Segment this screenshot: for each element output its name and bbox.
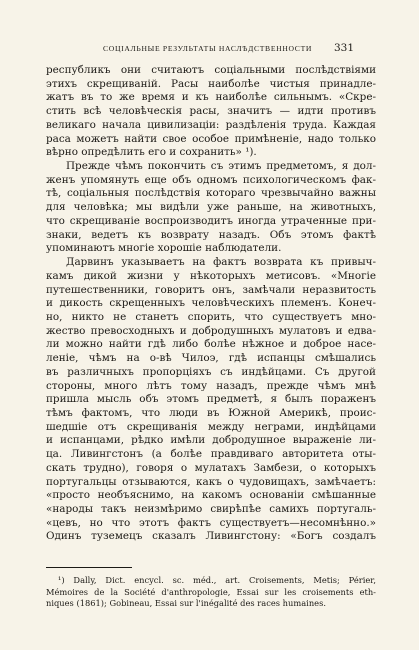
text-line: шедшіе отъ скрещиванія между неграми, индѣйцами [46,420,376,433]
text-line: что скрещиваніе воспроизводитъ иногда утраченные при- [46,214,376,227]
footnote-line: Mémoires de la Société d'anthropologie, Essai sur les croisements eth- [46,586,376,597]
text-line: для человѣка; мы видѣли уже раньше, на животныхъ, [46,201,376,214]
text-line: тѣ, соціальныя послѣдствія котораго чрезвычайно важны [46,187,376,200]
text-line: этихъ скрещиваній. Расы наиболѣе чистыя принадле- [46,77,376,90]
text-line: тѣмъ фактомъ, что люди въ Южной Америкѣ, проис- [46,406,376,419]
text-line: жество превосходныхъ и добродушныхъ мулатовъ и едва- [46,324,376,337]
text-line: пришла мысль объ этомъ предметѣ, я былъ пораженъ [46,393,376,406]
text-line: стороны, много лѣтъ тому назадъ, прежде чѣмъ мнѣ [46,379,376,392]
text-line: женъ упомянуть еще объ одномъ психологическомъ фак- [46,173,376,186]
text-line: леніе, чѣмъ на о-вѣ Чилоэ, гдѣ испанцы смѣшались [46,352,376,365]
footnote-line: niques (1861); Gobineau, Essai sur l'inégalité des races humaines. [46,598,326,609]
text-line: вѣрно опредѣлить его и сохранить» ¹). [46,146,257,159]
text-line: въ различныхъ пропорціяхъ съ индѣйцами. Съ другой [46,365,376,378]
body-text [46,64,376,544]
text-line: Прежде чѣмъ покончить съ этимъ предметомъ, я дол- [66,160,376,173]
text-line: «цевъ, но что этотъ фактъ существуетъ—несомнѣнно.» [46,516,376,529]
text-line: жатъ въ то же время и къ наиболѣе сильнымъ. «Скре- [46,91,376,104]
text-line: и испанцами, рѣдко имѣли добродушное выраженіе ли- [46,434,376,447]
text-line: Одинъ туземецъ сказалъ Ливингстону: «Богъ создалъ [46,530,376,543]
text-line: «народы такъ неизмѣримо свирѣпѣе самихъ португаль- [46,503,376,515]
text-line: скать трудно), говоря о мулатахъ Замбези, о которыхъ [46,461,376,474]
text-line: раса можетъ найти свое особое примѣненіе, надо только [46,132,376,145]
text-line: ли можно найти гдѣ либо болѣе нѣжное и доброе насе- [46,338,376,351]
page-header [0,42,419,56]
page-number: 331 [334,42,355,54]
text-line: ца. Ливингстонъ (а болѣе правдиваго авторитета оты- [46,448,376,461]
running-head: СОЦІАЛЬНЫЕ РЕЗУЛЬТАТЫ НАСЛѢДСТВЕННОСТИ [103,44,313,53]
text-line: упоминаютъ многіе хорошіе наблюдатели. [46,242,282,255]
text-line: республикъ они считаютъ соціальными послѣдствіями [46,64,376,76]
text-line: камъ дикой жизни у нѣкоторыхъ метисовъ. «Многіе [46,269,376,282]
text-line: Дарвинъ указываетъ на фактъ возврата къ привыч- [66,256,376,269]
text-line: путешественники, говоритъ онъ, замѣчали неразвитость [46,283,376,296]
text-line: «просто необъяснимо, на какомъ основаніи смѣшанные [46,489,376,502]
footnote-line: ¹) Dally, Dict. encycl. sc. méd., art. Croisements, Metis; Périer, [58,575,376,585]
text-line: великаго начала цивилизаціи: раздѣленія труда. Каждая [46,118,376,131]
footnotes [46,575,376,610]
text-line: но, никто не станетъ спорить, что существуетъ мно- [46,310,376,323]
text-line: стить всѣ человѣческія расы, значитъ — идти противъ [46,105,376,118]
text-line: знаки, ведетъ къ возврату назадъ. Объ этомъ фактѣ [46,228,376,241]
text-line: и дикость скрещенныхъ человѣческихъ племенъ. Конеч- [46,297,376,310]
footnote-divider [46,567,132,568]
text-line: португальцы отзываются, какъ о чудовищахъ, замѣчаетъ: [46,475,376,488]
